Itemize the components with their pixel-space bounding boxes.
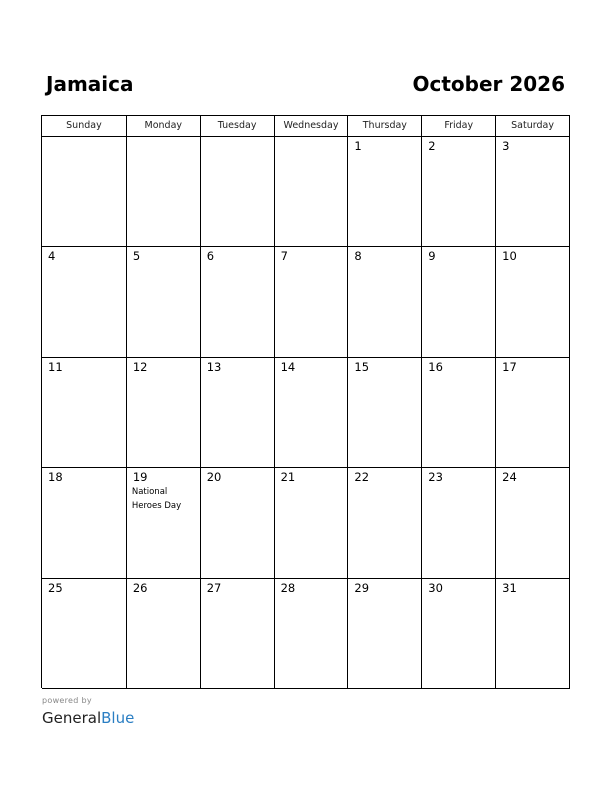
weekday-saturday: Saturday (496, 116, 570, 137)
day-cell (127, 579, 201, 689)
day-cell (127, 247, 201, 357)
day-number: 28 (280, 580, 296, 595)
day-cell (275, 468, 349, 578)
day-number: 12 (132, 359, 148, 374)
day-cell (42, 579, 127, 689)
day-cell (201, 247, 275, 357)
day-number: 3 (502, 139, 510, 153)
footer (42, 696, 134, 728)
day-number: 19 (132, 470, 148, 485)
day-cell (496, 137, 570, 247)
week-row (42, 137, 570, 247)
day-cell (42, 358, 127, 468)
week-row (42, 247, 570, 357)
day-cell (127, 358, 201, 468)
day-cell (422, 468, 496, 578)
day-number: 24 (502, 470, 517, 485)
day-number: 17 (502, 359, 517, 374)
day-number: 27 (206, 580, 222, 595)
day-number: 20 (206, 470, 222, 485)
day-cell (496, 468, 570, 578)
day-number: 11 (48, 359, 63, 374)
day-cell (201, 579, 275, 689)
holiday-label: National Heroes Day (131, 487, 182, 512)
day-number: 9 (428, 249, 436, 264)
day-cell (201, 358, 275, 468)
day-cell (422, 247, 496, 357)
day-number: 18 (48, 470, 63, 485)
powered-by-text: powered by (42, 696, 92, 705)
week-row (42, 358, 570, 468)
day-cell (201, 137, 275, 247)
day-cell (348, 358, 422, 468)
week-row (42, 579, 570, 689)
month-year-title: October 2026 (412, 72, 565, 96)
weekday-tuesday: Tuesday (201, 116, 275, 137)
day-cell (275, 247, 349, 357)
brand-logo (42, 708, 134, 728)
day-number: 8 (354, 249, 362, 264)
day-cell (275, 579, 349, 689)
week-row (42, 468, 570, 578)
brand-general: General (42, 709, 102, 727)
day-number: 25 (48, 580, 63, 595)
day-cell (42, 137, 127, 247)
day-number: 26 (132, 580, 148, 595)
day-cell (496, 247, 570, 357)
day-number: 23 (428, 470, 443, 485)
day-number: 1 (354, 139, 362, 153)
weekday-sunday: Sunday (42, 116, 127, 137)
day-cell (127, 137, 201, 247)
calendar-grid (41, 115, 570, 688)
day-number: 4 (48, 249, 56, 264)
day-number: 16 (428, 359, 443, 374)
weekday-friday: Friday (422, 116, 496, 137)
day-number: 7 (280, 249, 288, 264)
day-number: 10 (502, 249, 517, 264)
day-cell (348, 247, 422, 357)
day-number: 13 (206, 359, 222, 374)
day-number: 14 (280, 359, 296, 374)
day-cell (127, 468, 201, 578)
day-cell (42, 468, 127, 578)
weekday-monday: Monday (127, 116, 201, 137)
brand-blue: Blue (101, 709, 135, 727)
day-number: 6 (206, 249, 215, 264)
day-cell (422, 579, 496, 689)
day-number: 15 (354, 359, 370, 374)
country-title: Jamaica (46, 72, 134, 96)
day-cell (422, 358, 496, 468)
day-number: 2 (428, 139, 436, 153)
day-cell (348, 468, 422, 578)
day-cell (348, 137, 422, 247)
day-cell (496, 358, 570, 468)
day-cell (348, 579, 422, 689)
day-number: 30 (428, 580, 443, 595)
weekday-header-row (42, 116, 570, 137)
day-number: 22 (354, 470, 370, 485)
weekday-wednesday: Wednesday (275, 116, 349, 137)
day-cell (275, 358, 349, 468)
day-cell (422, 137, 496, 247)
weekday-thursday: Thursday (348, 116, 422, 137)
weeks-container (42, 137, 570, 689)
day-cell (275, 137, 349, 247)
day-number: 29 (354, 580, 370, 595)
day-cell (496, 579, 570, 689)
day-number: 5 (132, 249, 141, 264)
day-number: 31 (502, 580, 517, 595)
day-cell (42, 247, 127, 357)
day-cell (201, 468, 275, 578)
day-number: 21 (280, 470, 296, 485)
